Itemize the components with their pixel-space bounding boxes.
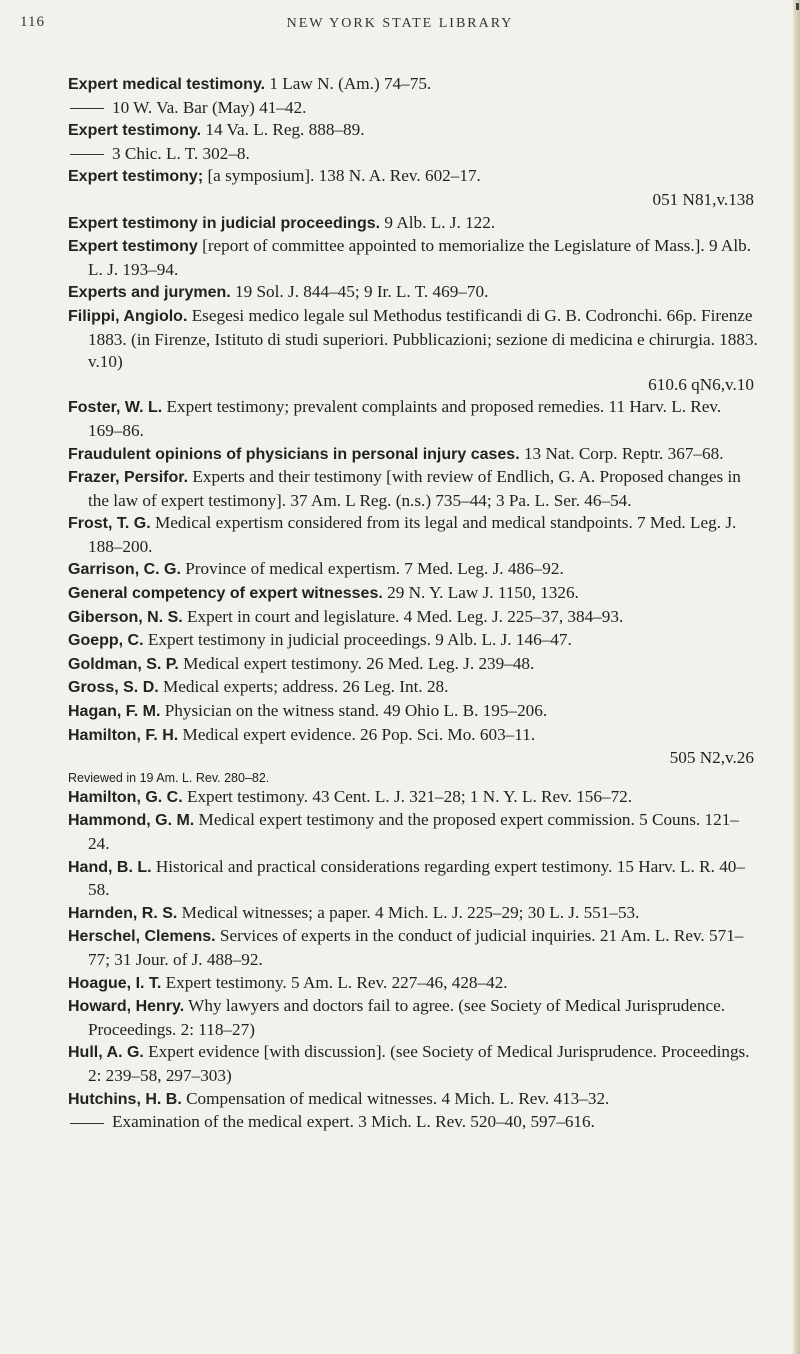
- entry-citation: 1 Law N. (Am.) 74–75.: [265, 74, 432, 93]
- bibliography-entry: [68, 700, 758, 724]
- edge-mark: [796, 3, 799, 10]
- entry-heading: Hull, A. G.: [68, 1044, 144, 1062]
- entry-heading: Garrison, C. G.: [68, 561, 181, 579]
- bibliography-list: [68, 73, 758, 1134]
- entry-citation: 10 W. Va. Bar (May) 41–42.: [112, 97, 307, 117]
- bibliography-entry: [68, 119, 758, 143]
- entry-heading: Howard, Henry.: [68, 998, 185, 1016]
- entry-citation: Medical experts; address. 26 Leg. Int. 28.: [158, 677, 449, 697]
- entry-heading: Giberson, N. S.: [68, 608, 183, 626]
- entry-citation: Esegesi medico legale sul Methodus testificandi di G. B. Codronchi. 66p. Firenze 1883. (in Firenze, Istituto di studi superiori. Pubblicazioni; sezione di medicina e chirurgia. 1883. v.10): [88, 305, 758, 372]
- call-number: 610.6 qN6,v.10: [648, 374, 754, 394]
- entry-citation: Why lawyers and doctors fail to agree. (see Society of Medical Jurisprudence. Proceedings. 2: 118–27): [88, 996, 726, 1039]
- bibliography-entry: [68, 582, 758, 606]
- entry-citation: Medical expert testimony and the proposed expert commission. 5 Couns. 121–24.: [88, 810, 739, 853]
- bibliography-entry: [68, 1088, 758, 1112]
- entry-citation: Physician on the witness stand. 49 Ohio L. B. 195–206.: [160, 701, 548, 721]
- entry-citation: Medical expert testimony. 26 Med. Leg. J. 239–48.: [178, 653, 535, 673]
- bibliography-entry: [68, 972, 758, 996]
- bibliography-entry: [68, 653, 758, 677]
- bibliography-entry: [68, 902, 758, 926]
- page-number: 116: [20, 14, 45, 30]
- entry-citation: Expert testimony in judicial proceedings. 9 Alb. L. J. 146–47.: [143, 630, 572, 650]
- entry-citation: Expert evidence [with discussion]. (see Society of Medical Jurisprudence. Proceedings. 2: 239–58, 297–303): [88, 1042, 750, 1085]
- bibliography-entry: [68, 724, 758, 748]
- entry-heading: Gross, S. D.: [68, 679, 159, 697]
- entry-citation: Historical and practical considerations regarding expert testimony. 15 Harv. L. R. 40–58.: [88, 856, 745, 900]
- bibliography-entry: [68, 512, 758, 558]
- entry-heading: Frost, T. G.: [68, 515, 151, 533]
- entry-heading: Herschel, Clemens.: [68, 928, 216, 946]
- entry-citation: Services of experts in the conduct of judicial inquiries. 21 Am. L. Rev. 571–77; 31 Jour. of J. 488–92.: [88, 926, 744, 969]
- entry-heading: Hoague, I. T.: [68, 974, 162, 992]
- entry-heading: Hutchins, H. B.: [68, 1090, 182, 1108]
- bibliography-subentry: [68, 1111, 758, 1134]
- call-number: 051 N81,v.138: [652, 189, 754, 209]
- entry-heading: Expert medical testimony.: [68, 76, 266, 93]
- entry-citation: 3 Chic. L. T. 302–8.: [112, 143, 250, 163]
- entry-heading: Filippi, Angiolo.: [68, 307, 188, 325]
- review-note: Reviewed in 19 Am. L. Rev. 280–82.: [68, 770, 270, 785]
- entry-citation: [report of committee appointed to memorialize the Legislature of Mass.]. 9 Alb. L. J. 193–94.: [88, 236, 751, 279]
- ditto-dash: [70, 108, 104, 109]
- entry-citation: 29 N. Y. Law J. 1150, 1326.: [382, 583, 579, 603]
- entry-citation: Expert in court and legislature. 4 Med. Leg. J. 225–37, 384–93.: [182, 606, 624, 626]
- entry-citation: Province of medical expertism. 7 Med. Leg. J. 486–92.: [180, 559, 564, 579]
- bibliography-entry: [68, 466, 758, 512]
- ditto-dash: [70, 154, 104, 155]
- bibliography-entry: [68, 235, 758, 281]
- bibliography-entry: [68, 281, 758, 305]
- entry-heading: Frazer, Persifor.: [68, 469, 189, 487]
- entry-citation: Experts and their testimony [with review of Endlich, G. A. Proposed changes in the law of expert testimony]. 37 Am. L Reg. (n.s.) 735–44; 3 Pa. L. Ser. 46–54.: [88, 467, 741, 510]
- entry-citation: Expert testimony. 5 Am. L. Rev. 227–46, 428–42.: [161, 972, 508, 992]
- bibliography-entry: [68, 856, 758, 902]
- entry-citation: Medical expertism considered from its legal and medical standpoints. 7 Med. Leg. J. 188–200.: [88, 513, 737, 556]
- entry-heading: Expert testimony: [68, 238, 198, 256]
- entry-citation: [a symposium]. 138 N. A. Rev. 602–17.: [203, 166, 481, 186]
- entry-heading: Hand, B. L.: [68, 858, 152, 876]
- bibliography-entry: [68, 629, 758, 653]
- bibliography-subentry: [68, 143, 758, 166]
- bibliography-entry: [68, 809, 758, 855]
- bibliography-entry: [68, 212, 758, 236]
- entry-citation: Expert testimony; prevalent complaints and proposed remedies. 11 Harv. L. Rev. 169–86.: [88, 397, 722, 440]
- call-number: 505 N2,v.26: [669, 748, 754, 768]
- bibliography-entry: [68, 606, 758, 630]
- entry-heading: Expert testimony.: [68, 122, 202, 140]
- entry-citation: Compensation of medical witnesses. 4 Mich. L. Rev. 413–32.: [181, 1088, 610, 1108]
- bibliography-entry: [68, 396, 758, 442]
- entry-heading: Harnden, R. S.: [68, 904, 178, 922]
- entry-heading: Hamilton, G. C.: [68, 788, 183, 806]
- entry-citation: 13 Nat. Corp. Reptr. 367–68.: [519, 443, 724, 463]
- entry-heading: Hamilton, F. H.: [68, 726, 179, 744]
- entry-citation: Medical expert evidence. 26 Pop. Sci. Mo. 603–11.: [178, 724, 536, 744]
- ditto-dash: [70, 1123, 104, 1124]
- entry-citation: Medical witnesses; a paper. 4 Mich. L. J. 225–29; 30 L. J. 551–53.: [177, 902, 640, 922]
- running-head: NEW YORK STATE LIBRARY: [286, 16, 514, 31]
- bibliography-entry: [68, 995, 758, 1041]
- bibliography-entry: [68, 165, 758, 189]
- bibliography-entry: [68, 676, 758, 700]
- entry-heading: Experts and jurymen.: [68, 284, 231, 302]
- bibliography-entry: [68, 73, 758, 97]
- bibliography-entry: [68, 786, 758, 810]
- entry-citation: Expert testimony. 43 Cent. L. J. 321–28; 1 N. Y. L. Rev. 156–72.: [182, 786, 633, 806]
- entry-heading: Goepp, C.: [68, 632, 144, 650]
- entry-heading: Goldman, S. P.: [68, 655, 179, 673]
- entry-heading: General competency of expert witnesses.: [68, 585, 383, 603]
- page-edge: [793, 0, 800, 1354]
- bibliography-subentry: [68, 97, 758, 120]
- entry-citation: 14 Va. L. Reg. 888–89.: [201, 120, 365, 140]
- bibliography-entry: [68, 558, 758, 582]
- entry-citation: Examination of the medical expert. 3 Mich. L. Rev. 520–40, 597–616.: [112, 1112, 595, 1132]
- page-header: [0, 8, 800, 38]
- entry-heading: Fraudulent opinions of physicians in personal injury cases.: [68, 445, 520, 463]
- entry-heading: Expert testimony in judicial proceedings.: [68, 214, 381, 232]
- entry-heading: Hagan, F. M.: [68, 703, 161, 721]
- entry-heading: Expert testimony;: [68, 168, 204, 186]
- entry-heading: Hammond, G. M.: [68, 812, 195, 830]
- bibliography-entry: [68, 443, 758, 467]
- entry-citation: 9 Alb. L. J. 122.: [380, 212, 496, 232]
- entry-citation: 19 Sol. J. 844–45; 9 Ir. L. T. 469–70.: [230, 282, 489, 302]
- bibliography-entry: [68, 1041, 758, 1087]
- bibliography-entry: [68, 305, 758, 374]
- entry-heading: Foster, W. L.: [68, 399, 163, 417]
- bibliography-entry: [68, 925, 758, 971]
